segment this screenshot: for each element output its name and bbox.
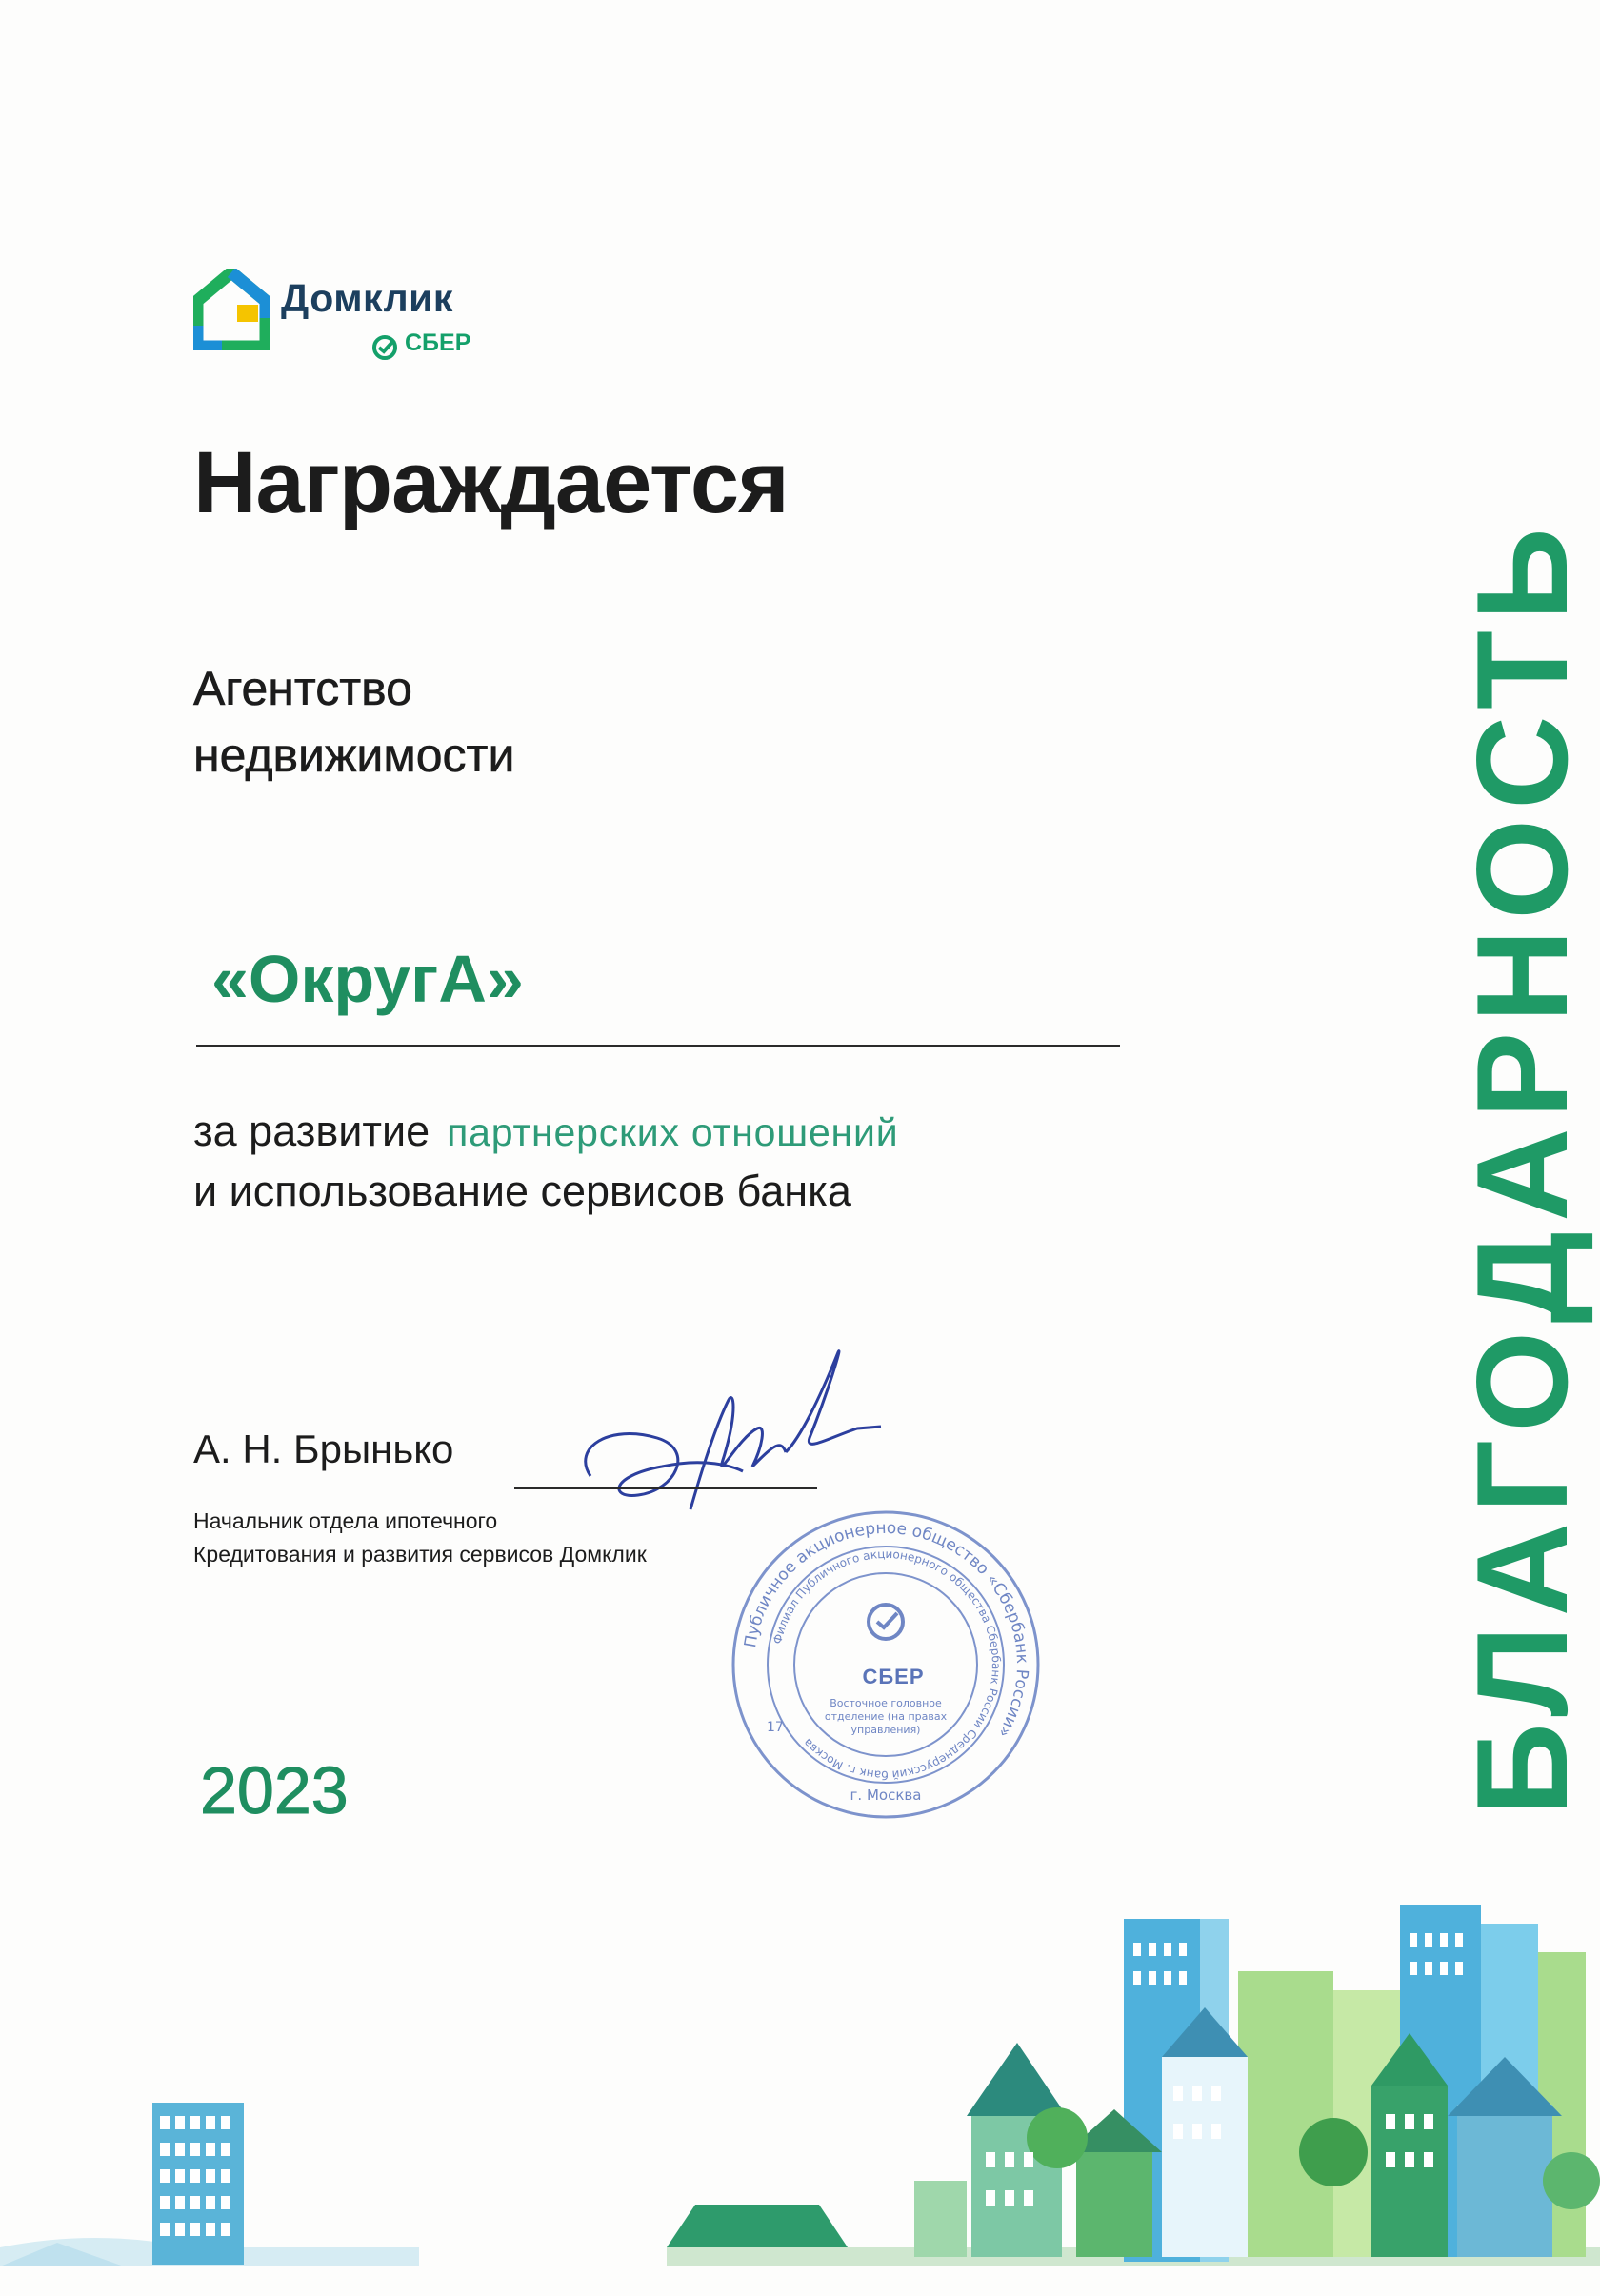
recipient-type-line1: Агентство bbox=[193, 662, 412, 715]
signature-line bbox=[514, 1487, 817, 1489]
domclick-logo bbox=[193, 267, 508, 371]
brand-sub: СБЕР bbox=[405, 329, 471, 356]
signer-name: А. Н. Брынько bbox=[193, 1427, 454, 1471]
svg-text:Публичное акционерное общество: Публичное акционерное общество «Сбербанк России» bbox=[741, 1518, 1032, 1742]
name-underline bbox=[196, 1045, 1120, 1047]
house-logo-icon bbox=[193, 269, 270, 350]
stamp-center-label: СБЕР bbox=[862, 1665, 925, 1688]
reason-accent: партнерских отношений bbox=[447, 1110, 899, 1154]
svg-text:г. Москва: г. Москва bbox=[850, 1787, 922, 1804]
signer-title-line2: Кредитования и развития сервисов Домклик bbox=[193, 1542, 647, 1567]
svg-text:отделение (на правах: отделение (на правах bbox=[824, 1710, 948, 1723]
award-reason bbox=[193, 1102, 898, 1221]
svg-text:Восточное головное: Восточное головное bbox=[830, 1697, 942, 1709]
recipient-type-line2: недвижимости bbox=[193, 729, 515, 782]
reason-line2: и использование сервисов банка bbox=[193, 1167, 851, 1215]
sber-check-icon bbox=[370, 333, 399, 362]
reason-line1 bbox=[193, 1102, 898, 1162]
svg-text:Филиал Публичного акционерного: Филиал Публичного акционерного общества Сбербанк России Среднерусский банк г. Москва bbox=[770, 1547, 1004, 1783]
year: 2023 bbox=[200, 1753, 349, 1827]
svg-text:управления): управления) bbox=[850, 1724, 921, 1736]
svg-text:17: 17 bbox=[767, 1720, 784, 1735]
signature bbox=[571, 1333, 886, 1524]
reason-prefix: за развитие bbox=[193, 1107, 430, 1155]
brand-name: Домклик bbox=[281, 276, 453, 320]
recipient-name: «ОкругА» bbox=[211, 942, 524, 1016]
signer-title-line1: Начальник отдела ипотечного bbox=[193, 1508, 498, 1533]
vertical-title: БЛАГОДАРНОСТЬ bbox=[1450, 518, 1594, 1816]
heading: Награждается bbox=[193, 434, 789, 531]
recipient-type bbox=[193, 655, 514, 789]
city-skyline-illustration bbox=[0, 1867, 1600, 2296]
signer-title bbox=[193, 1505, 647, 1571]
